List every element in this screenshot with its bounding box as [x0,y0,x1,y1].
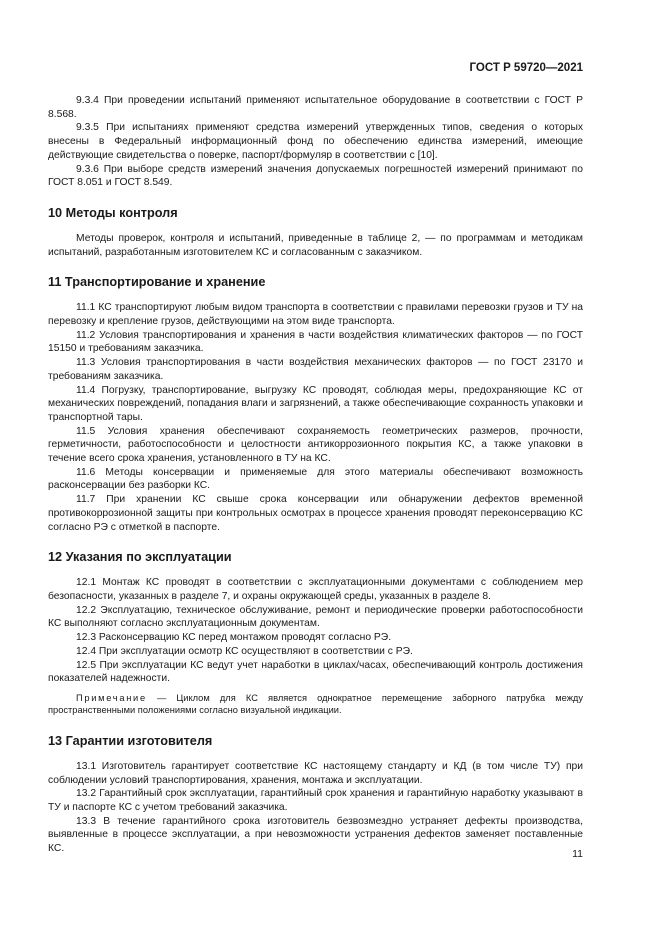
section-13-heading: 13 Гарантии изготовителя [48,733,213,748]
paragraph-11-4: 11.4 Погрузку, транспортирование, выгрузку КС проводят, соблюдая меры, предохраняющие КС от механических повреждений, попадания влаги и загрязнений, а также обеспечивающие сохранность упаковки и транспортной тары. [48,384,583,423]
paragraph-11-2: 11.2 Условия транспортирования и хранения в части воздействия климатических факторов — по ГОСТ 15150 и требованиям заказчика. [48,329,583,355]
document-header-standard: ГОСТ Р 59720—2021 [469,62,583,74]
section-12-heading: 12 Указания по эксплуатации [48,550,232,565]
paragraph-12-1: 12.1 Монтаж КС проводят в соответствии с эксплуатационными документами с соблюдением мер безопасности, указанных в разделе 7, и охраны окружающей среды, указанных в разделе 8. [48,577,583,602]
note-label: Примечание [76,692,147,703]
section-11-heading: 11 Транспортирование и хранение [48,275,266,290]
paragraph-12-2: 12.2 Эксплуатацию, техническое обслуживание, ремонт и периодические проверки работоспособности КС выполняют согласно эксплуатационным документам. [48,604,583,630]
paragraph-13-3: 13.3 В течение гарантийного срока изготовитель безвозмездно устраняет дефекты производства, выявленные в процессе эксплуатации, а при невозможности устранения дефектов заменяет поставленные КС. [48,815,583,855]
paragraph-10: Методы проверок, контроля и испытаний, приведенные в таблице 2, — по программам и методикам испытаний, разработанным изготовителем КС и согласованным с заказчиком. [48,232,583,258]
paragraph-9-3-6: 9.3.6 При выборе средств измерений значения допускаемых погрешностей измерений принимают по ГОСТ 8.051 и ГОСТ 8.549. [48,163,583,189]
paragraph-9-3-4: 9.3.4 При проведении испытаний применяют испытательное оборудование в соответствии с ГОСТ Р 8.568. [48,95,583,120]
page-body [48,94,583,856]
note-text: — Циклом для КС является однократное перемещение заборного патрубка между пространственными положениями согласно визуальной индикации. [48,692,583,716]
paragraph-11-6: 11.6 Методы консервации и применяемые для этого материалы обеспечивают возможность расконсервации без разборки КС. [48,466,583,492]
paragraph-11-7: 11.7 При хранении КС свыше срока консервации или обнаружении дефектов временной противокоррозионной защиты при контрольных осмотрах в процессе хранения проводят переконсервацию КС согласно РЭ с отметкой в паспорте. [48,494,583,533]
paragraph-12-3: 12.3 Расконсервацию КС перед монтажом проводят согласно РЭ. [76,632,392,644]
paragraph-9-3-5: 9.3.5 При испытаниях применяют средства измерений утвержденных типов, сведения о которых внесены в Федеральный информационный фонд по обеспечению единства измерений, имеющие действующие свидетельства о поверке, паспорт/формуляр в соответствии с [10]. [48,122,583,161]
paragraph-11-3: 11.3 Условия транспортирования в части воздействия механических факторов — по ГОСТ 23170 и требованиям заказчика. [48,357,583,382]
paragraph-12-4: 12.4 При эксплуатации осмотр КС осуществляют в соответствии с РЭ. [76,645,413,657]
paragraph-12-5: 12.5 При эксплуатации КС ведут учет наработки в циклах/часах, обеспечивающий контроль достижения показателей надежности. [48,659,583,685]
paragraph-11-5: 11.5 Условия хранения обеспечивают сохраняемость геометрических размеров, прочности, герметичности, работоспособности и целостности антикоррозионного покрытия КС, а также упаковки в течение всего срока хранения, установленного в ТУ на КС. [48,425,583,465]
intro-block [48,94,583,190]
page-number: 11 [572,848,583,860]
paragraph-13-2: 13.2 Гарантийный срок эксплуатации, гарантийный срок хранения и гарантийную наработку указывают в ТУ и паспорте КС с учетом требований заказчика. [48,788,583,814]
paragraph-11-1: 11.1 КС транспортируют любым видом транспорта в соответствии с правилами перевозки грузов и ТУ на перевозку и крепление грузов, действующими на этом виде транспорта. [48,302,583,328]
paragraph-13-1: 13.1 Изготовитель гарантирует соответствие КС настоящему стандарту и КД (в том числе ТУ) при соблюдении условий транспортирования, хранения, монтажа и эксплуатации. [48,760,583,786]
note-12 [48,692,583,717]
section-10-heading: 10 Методы контроля [48,205,178,220]
